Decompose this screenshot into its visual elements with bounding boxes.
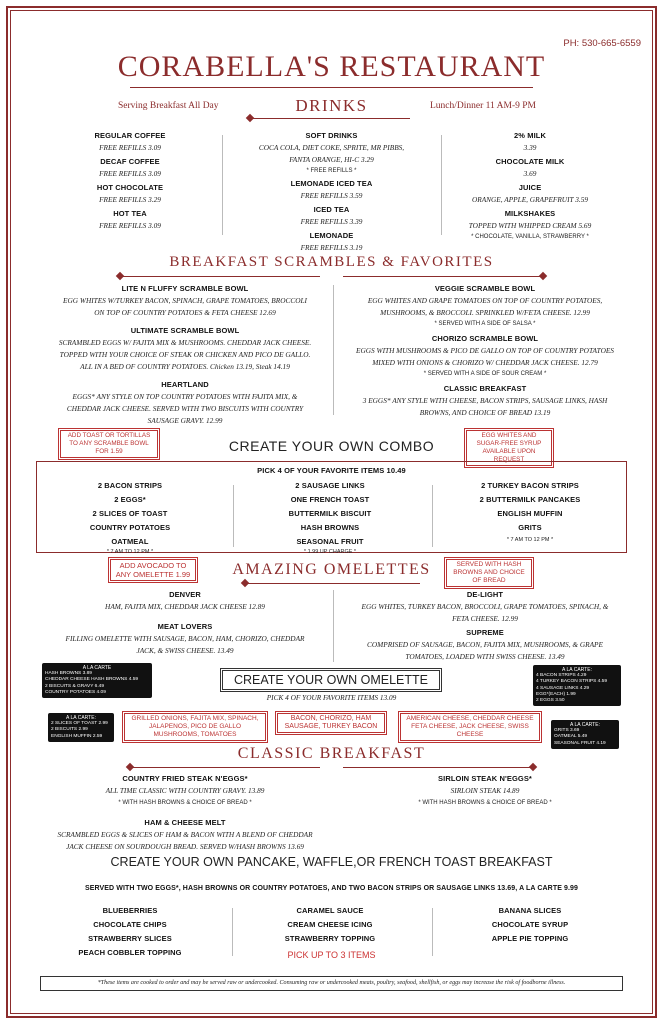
menu-item-desc: MIXED WITH ONIONS & CHORIZO W/ CHEDDAR JACK CHEESE. 12.79 (372, 358, 598, 367)
menu-item-name: SOFT DRINKS (305, 131, 358, 140)
topping-col-2 (255, 903, 405, 945)
hours-note: Lunch/Dinner 11 AM-9 PM (430, 101, 536, 111)
menu-item-desc: HAM, FAJITA MIX, CHEDDAR JACK CHEESE 12.89 (105, 602, 265, 611)
menu-item-name: CHORIZO SCRAMBLE BOWL (431, 334, 539, 343)
menu-note: * FREE REFILLS * (306, 168, 357, 174)
topping-item: CHOCOLATE SYRUP (491, 920, 569, 929)
classic-ornament-right (343, 767, 533, 768)
drinks-ornament (250, 118, 410, 119)
menu-item-name: LITE N FLUFFY SCRAMBLE BOWL (121, 284, 249, 293)
menu-item-name: ULTIMATE SCRAMBLE BOWL (130, 326, 240, 335)
alacarte-row: OATMEAL 5.49 (554, 734, 588, 740)
menu-item-name: VEGGIE SCRAMBLE BOWL (434, 284, 536, 293)
menu-note: * SERVED WITH A SIDE OF SOUR CREAM * (423, 371, 547, 377)
menu-item-desc: SIRLOIN STEAK 14.89 (450, 786, 520, 795)
combo-note: * 1.99 UP CHARGE * (303, 549, 357, 555)
menu-item-price: FREE REFILLS 3.09 (99, 221, 161, 230)
drinks-right-column (445, 128, 615, 242)
alacarte-row: 4 TURKEY BACON STRIPS 4.59 (536, 679, 608, 685)
add-avocado-box: ADD AVOCADO TO ANY OMELETTE 1.99 (110, 559, 196, 581)
menu-item-name: DENVER (169, 590, 201, 599)
combo-item: GRITS (518, 523, 542, 532)
column-divider (233, 485, 234, 547)
menu-item-name: MEAT LOVERS (157, 622, 213, 631)
menu-item-desc: COMPRISED OF SAUSAGE, BACON, FAJITA MIX, MUSHROOMS, & GRAPE (367, 640, 603, 649)
combo-item: BUTTERMILK BISCUIT (288, 509, 372, 518)
combo-item: 2 SAUSAGE LINKS (295, 481, 365, 490)
column-divider (333, 285, 334, 415)
egg-whites-box: EGG WHITES AND SUGAR-FREE SYRUP AVAILABLE UPON REQUEST (466, 430, 552, 466)
column-divider (432, 485, 433, 547)
restaurant-name: CORABELLA'S RESTAURANT (117, 50, 546, 83)
menu-item-price: 3.69 (523, 169, 537, 178)
add-toast-box: ADD TOAST OR TORTILLAS TO ANY SCRAMBLE BOWL FOR 1.59 (60, 430, 158, 458)
combo-note: * 7 AM TO 12 PM * (106, 549, 154, 555)
menu-item-price: FREE REFILLS 3.19 (300, 243, 363, 252)
pick-up-note: PICK UP TO 3 ITEMS (287, 950, 376, 960)
alacarte-row: 4 SAUSAGE LINKS 4.29 (536, 685, 590, 691)
omelette-options-cheese: AMERICAN CHEESE, CHEDDAR CHEESE FETA CHEESE, JACK CHEESE, SWISS CHEESE (400, 713, 540, 741)
topping-item: BLUEBERRIES (102, 906, 158, 915)
combo-item: SEASONAL FRUIT (296, 537, 364, 546)
menu-item-name: HOT CHOCOLATE (96, 183, 164, 192)
column-divider (232, 908, 233, 956)
combo-item: COUNTRY POTATOES (89, 523, 171, 532)
menu-item-desc: ALL TIME CLASSIC WITH COUNTRY GRAVY. 13.89 (105, 786, 265, 795)
menu-item-desc: TOPPED WITH YOUR CHOICE OF STEAK OR CHICKEN AND PICO DE GALLO. (59, 350, 311, 359)
menu-item-name: DECAF COFFEE (100, 157, 160, 166)
alacarte-row: 2 BISCUITS 2.99 (51, 727, 88, 733)
menu-note: * SERVED WITH A SIDE OF SALSA * (434, 321, 536, 327)
combo-item: HASH BROWNS (300, 523, 360, 532)
menu-item-desc: TOPPED WITH WHIPPED CREAM 5.69 (468, 221, 592, 230)
menu-item-name: HAM & CHEESE MELT (144, 818, 226, 827)
alacarte-row: 2 SLICES OF TOAST 2.99 (51, 721, 108, 727)
menu-item-desc: MUSHROOMS, & BROCCOLI. SPRINKLED W/FETA CHEESE. 12.99 (380, 308, 590, 317)
scrambles-left-column (40, 281, 330, 427)
menu-item-name: COUNTRY FRIED STEAK N'EGGS* (122, 774, 248, 783)
topping-item: BANANA SLICES (498, 906, 562, 915)
menu-item-name: LEMONADE ICED TEA (290, 179, 373, 188)
scrambles-ornament-left (120, 276, 320, 277)
alacarte-row: GRITS 3.69 (554, 728, 580, 734)
column-divider (222, 135, 223, 235)
serving-note: Serving Breakfast All Day (118, 101, 219, 111)
column-divider (333, 590, 334, 662)
topping-item: APPLE PIE TOPPING (491, 934, 569, 943)
alacarte-row: 2 BISCUITS & GRAVY 6.49 (45, 683, 105, 689)
drinks-title: DRINKS (295, 96, 368, 115)
alacarte-box-2 (48, 713, 114, 742)
pancake-title: CREATE YOUR OWN PANCAKE, WAFFLE,OR FRENCH TOAST BREAKFAST (110, 855, 553, 869)
menu-item-desc: FETA CHEESE. 12.99 (452, 614, 518, 623)
alacarte-row: 2 EGGS 3.50 (536, 698, 565, 704)
menu-item-desc: EGG WHITES, TURKEY BACON, BROCCOLI, GRAPE TOMATOES, SPINACH, & (361, 602, 609, 611)
menu-item-desc: ON TOP OF COUNTRY POTATOES & FETA CHEESE 12.69 (94, 308, 276, 317)
omelette-options-meat: BACON, CHORIZO, HAM SAUSAGE, TURKEY BACON (277, 713, 385, 733)
menu-item-desc: ALL IN A BED OF COUNTRY POTATOES. Chicken 13.19, Steak 14.19 (80, 362, 290, 371)
combo-pick: PICK 4 OF YOUR FAVORITE ITEMS 10.49 (257, 466, 406, 475)
combo-col-2 (245, 478, 415, 557)
menu-note: * WITH HASH BROWNS & CHOICE OF BREAD * (418, 800, 552, 806)
combo-col-3 (445, 478, 615, 545)
menu-item-desc: TOMATOES, LOADED WITH SWISS CHEESE. 13.49 (405, 652, 565, 661)
menu-item-desc: EGGS WITH MUSHROOMS & PICO DE GALLO ON TOP OF COUNTRY POTATOES (356, 346, 614, 355)
menu-item-price: FREE REFILLS 3.09 (99, 143, 161, 152)
topping-item: STRAWBERRY SLICES (88, 934, 172, 943)
create-omelette-pick: PICK 4 OF YOUR FAVORITE ITEMS 13.09 (266, 693, 397, 702)
drinks-mid-column (225, 128, 438, 254)
footer-disclaimer: *These items are cooked to order and may be served raw or undercooked. Consuming raw or undercooked meats, poultry, seafood, shellfish, or eggs may increase the risk of foodborne illness. (40, 976, 623, 991)
menu-item-desc: FANTA ORANGE, HI-C 3.29 (289, 155, 374, 164)
combo-item: 2 TURKEY BACON STRIPS (481, 481, 579, 490)
menu-item-name: JUICE (518, 183, 542, 192)
menu-item-name: DE-LIGHT (466, 590, 504, 599)
alacarte-row: HASH BROWNS 3.89 (45, 671, 92, 677)
menu-item-desc: CHEDDAR JACK CHEESE. SERVED WITH TWO BISCUITS WITH COUNTRY (66, 404, 304, 413)
omelette-options-veg: GRILLED ONIONS, FAJITA MIX, SPINACH, JALAPENOS, PICO DE GALLO MUSHROOMS, TOMATOES (124, 713, 266, 741)
column-divider (441, 135, 442, 235)
drinks-left-column (60, 128, 200, 232)
menu-item-name: SIRLOIN STEAK N'EGGS* (438, 774, 532, 783)
combo-col-1 (45, 478, 215, 557)
header-divider (130, 87, 533, 88)
omelettes-title: AMAZING OMELETTES (232, 561, 431, 578)
menu-item-name: CLASSIC BREAKFAST (443, 384, 527, 393)
alacarte-row: CHEDDAR CHEESE HASH BROWNS 4.59 (45, 677, 139, 683)
classic-right-column (340, 771, 630, 809)
scrambles-right-column (340, 281, 630, 419)
menu-item-price: FREE REFILLS 3.39 (300, 217, 363, 226)
menu-item-desc: JACK CHEESE ON SOURDOUGH BREAD. SERVED W/HASH BROWNS 13.69 (66, 842, 304, 851)
menu-item-desc: 3 EGGS* ANY STYLE WITH CHEESE, BACON STRIPS, SAUSAGE LINKS, HASH (362, 396, 608, 405)
alacarte-header: A LA CARTE (82, 665, 112, 671)
phone-number: PH: 530-665-6559 (563, 38, 641, 49)
menu-item-name: MILKSHAKES (504, 209, 556, 218)
topping-item: PEACH COBBLER TOPPING (78, 948, 182, 957)
menu-item-name: REGULAR COFFEE (94, 131, 166, 140)
classic-ornament-left (130, 767, 320, 768)
alacarte-header: A LA CARTE: (570, 722, 600, 728)
menu-item-price: FREE REFILLS 3.59 (300, 191, 363, 200)
omelettes-right-column (340, 587, 630, 663)
menu-item-desc: SCRAMBLED EGGS & SLICES OF HAM & BACON WITH A BLEND OF CHEDDAR (57, 830, 313, 839)
menu-item-name: SUPREME (466, 628, 504, 637)
menu-item-name: CHOCOLATE MILK (495, 157, 565, 166)
combo-title: CREATE YOUR OWN COMBO (228, 438, 435, 454)
combo-note: * 7 AM TO 12 PM * (506, 537, 554, 543)
menu-item-desc: EGGS* ANY STYLE ON TOP COUNTRY POTATOES WITH FAJITA MIX, & (72, 392, 298, 401)
combo-item: 2 BUTTERMILK PANCAKES (479, 495, 581, 504)
hash-browns-box: SERVED WITH HASH BROWNS AND CHOICE OF BREAD (446, 559, 532, 587)
menu-item-desc: EGG WHITES AND GRAPE TOMATOES ON TOP OF COUNTRY POTATOES, (367, 296, 603, 305)
alacarte-row: EGG*(EACH) 1.99 (536, 691, 576, 697)
combo-item: 2 SLICES OF TOAST (92, 509, 168, 518)
alacarte-row: SEASONAL FRUIT 4.19 (554, 740, 606, 746)
menu-item-price: 3.39 (523, 143, 537, 152)
topping-item: CREAM CHEESE ICING (287, 920, 373, 929)
menu-item-desc: COCA COLA, DIET COKE, SPRITE, MR PIBBS, (258, 143, 405, 152)
alacarte-header: A LA CARTE: (562, 667, 592, 673)
menu-note: * CHOCOLATE, VANILLA, STRAWBERRY * (471, 234, 589, 240)
combo-item: OATMEAL (111, 537, 149, 546)
combo-item: 2 EGGS* (114, 495, 146, 504)
menu-item-desc: JACK, & SWISS CHEESE. 13.49 (136, 646, 234, 655)
menu-item-desc: SCRAMBLED EGGS W/ FAJITA MIX & MUSHROOMS. CHEDDAR JACK CHEESE. (58, 338, 312, 347)
omelettes-ornament (245, 583, 420, 584)
menu-item-desc: BROWNS, AND CHOICE OF BREAD 13.19 (419, 408, 551, 417)
menu-item-price: FREE REFILLS 3.09 (99, 169, 161, 178)
combo-item: ENGLISH MUFFIN (497, 509, 563, 518)
combo-item: 2 BACON STRIPS (97, 481, 163, 490)
alacarte-header: A LA CARTE: (66, 715, 96, 721)
scrambles-ornament-right (343, 276, 543, 277)
menu-item-desc: SAUSAGE GRAVY. 12.99 (147, 416, 223, 425)
menu-item-desc: EGG WHITES W/TURKEY BACON, SPINACH, GRAPE TOMATOES, BROCCOLI (63, 296, 307, 305)
pancake-served: SERVED WITH TWO EGGS*, HASH BROWNS OR COUNTRY POTATOES, AND TWO BACON STRIPS OR SAUSAGE LINKS 13.69, A LA CARTE 9.99 (84, 885, 579, 892)
classic-title: CLASSIC BREAKFAST (237, 745, 426, 762)
classic-left-column (40, 771, 330, 853)
menu-item-desc: ORANGE, APPLE, GRAPEFRUIT 3.59 (471, 195, 589, 204)
combo-item: ONE FRENCH TOAST (290, 495, 370, 504)
menu-note: * WITH HASH BROWNS & CHOICE OF BREAD * (118, 800, 252, 806)
menu-item-desc: FILLING OMELETTE WITH SAUSAGE, BACON, HAM, CHORIZO, CHEDDAR (65, 634, 305, 643)
topping-item: CARAMEL SAUCE (296, 906, 364, 915)
alacarte-row: ENGLISH MUFFIN 2.59 (51, 733, 103, 739)
menu-item-name: ICED TEA (313, 205, 350, 214)
create-omelette-title: CREATE YOUR OWN OMELETTE (222, 670, 440, 690)
menu-item-name: HEARTLAND (161, 380, 209, 389)
menu-item-name: LEMONADE (309, 231, 354, 240)
topping-col-3 (455, 903, 605, 945)
column-divider (432, 908, 433, 956)
scrambles-title: BREAKFAST SCRAMBLES & FAVORITES (169, 254, 494, 270)
alacarte-row: 4 BACON STRIPS 4.29 (536, 673, 587, 679)
menu-item-name: HOT TEA (113, 209, 147, 218)
menu-item-price: FREE REFILLS 3.29 (99, 195, 161, 204)
menu-item-name: 2% MILK (514, 131, 546, 140)
topping-item: CHOCOLATE CHIPS (93, 920, 167, 929)
omelettes-left-column (40, 587, 330, 657)
alacarte-row: COUNTRY POTATOES 4.09 (45, 689, 106, 695)
topping-item: STRAWBERRY TOPPING (284, 934, 376, 943)
